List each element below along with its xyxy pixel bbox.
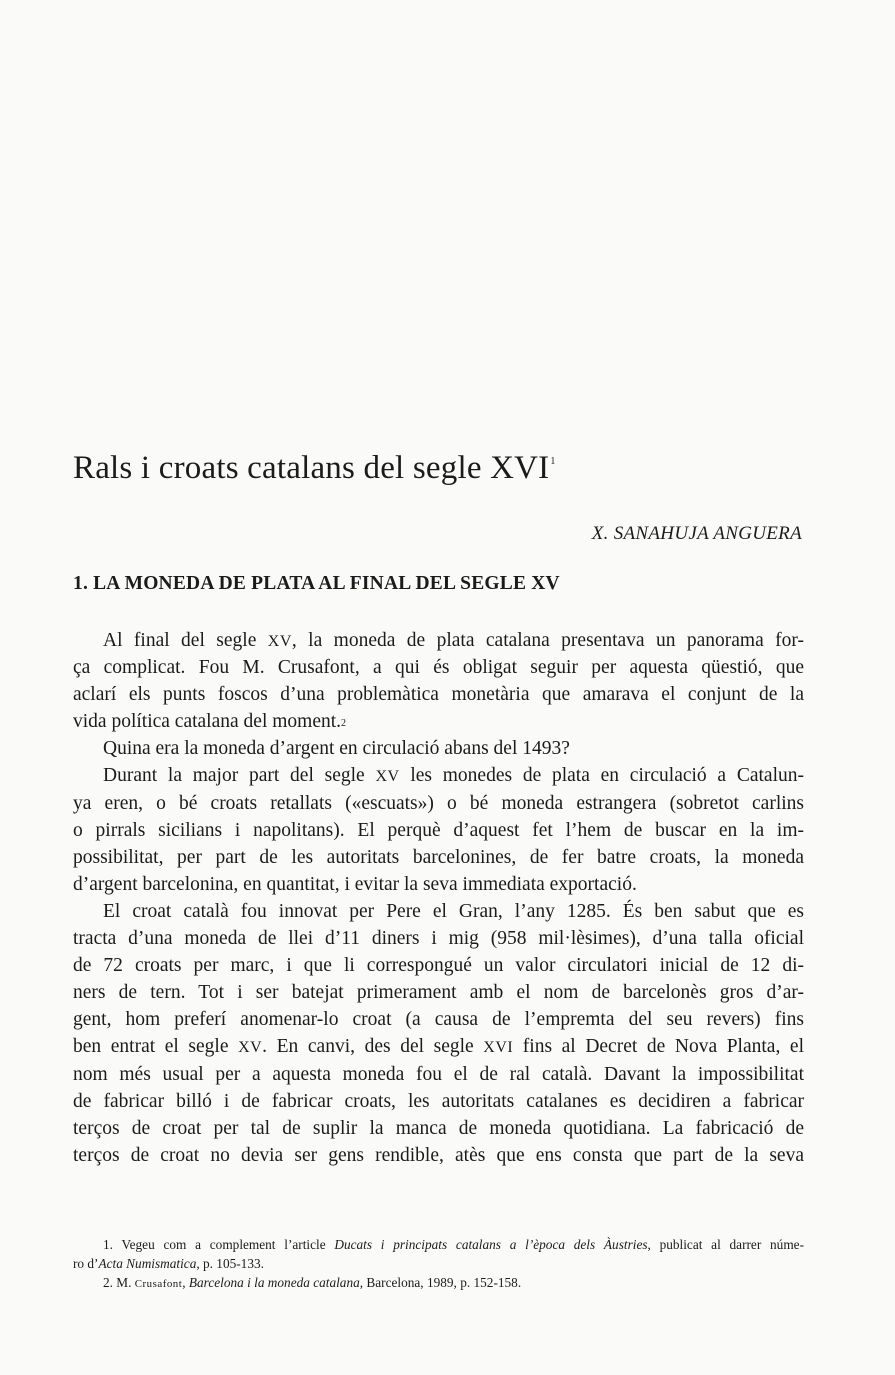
century-numeral: XV bbox=[238, 1039, 263, 1057]
author-surname: Crusafont bbox=[134, 1278, 183, 1290]
body-line bbox=[73, 627, 804, 654]
body-line bbox=[73, 735, 804, 762]
body-text bbox=[73, 627, 804, 1169]
text-run: d’argent barcelonina, en quantitat, i evitar la seva immediata exportació. bbox=[73, 873, 637, 895]
text-run: nom més usual per a aquesta moneda fou el de ral català. Davant la impossibilitat bbox=[73, 1063, 804, 1085]
cited-title: Ducats i principats catalans a l’època dels Àustries bbox=[334, 1237, 648, 1252]
text-run: vida política catalana del moment. bbox=[73, 711, 342, 733]
body-line bbox=[73, 790, 804, 817]
text-run: de fabricar billó i de fabricar croats, les autoritats catalanes es decidiren a fabricar bbox=[73, 1090, 804, 1112]
body-line bbox=[73, 1115, 804, 1142]
footnotes bbox=[73, 1235, 804, 1292]
footnote-2-line bbox=[73, 1273, 804, 1292]
body-line bbox=[73, 871, 804, 898]
text-run: . En canvi, des del segle bbox=[262, 1036, 484, 1058]
body-line bbox=[73, 1006, 804, 1033]
body-line bbox=[73, 1033, 804, 1060]
journal-title: Acta Numismatica bbox=[98, 1256, 197, 1271]
century-numeral: XV bbox=[375, 768, 400, 786]
text-run: de 72 croats per marc, i que li correspongué un valor circulatori inicial de 12 di- bbox=[73, 955, 804, 977]
footnote-1-line bbox=[73, 1254, 804, 1273]
text-run: 2. M. bbox=[103, 1275, 135, 1290]
footnote-1-line bbox=[73, 1235, 804, 1254]
author-name: X. SANAHUJA ANGUERA bbox=[591, 523, 802, 544]
title-text: Rals i croats catalans del segle XVI bbox=[73, 450, 550, 486]
text-run: ça complicat. Fou M. Crusafont, a qui és obligat seguir per aquesta qüestió, que bbox=[73, 657, 804, 679]
text-run: les monedes de plata en circulació a Catalun- bbox=[399, 765, 804, 787]
text-run: ners de tern. Tot i ser batejat primerament amb el nom de barcelonès gros d’ar- bbox=[73, 982, 804, 1004]
text-run: fins al Decret de Nova Planta, el bbox=[513, 1036, 804, 1058]
text-run: o pirrals sicilians i napolitans). El perquè d’aquest fet l’hem de buscar en la im- bbox=[73, 819, 804, 841]
body-line bbox=[73, 1088, 804, 1115]
text-run: 1. Vegeu com a complement l’article bbox=[103, 1237, 335, 1252]
text-run: ya eren, o bé croats retallats («escuats») o bé moneda estrangera (sobretot carlins bbox=[73, 792, 804, 814]
text-run: gent, hom preferí anomenar-lo croat (a causa de l’empremta del seu revers) fins bbox=[73, 1009, 804, 1031]
body-line bbox=[73, 1142, 804, 1169]
text-run: aclarí els punts foscos d’una problemàtica monetària que amarava el conjunt de la bbox=[73, 684, 804, 706]
text-run: ro d’ bbox=[73, 1256, 99, 1271]
title-footnote-marker: 1 bbox=[550, 456, 556, 467]
body-line bbox=[73, 952, 804, 979]
body-line bbox=[73, 925, 804, 952]
body-line bbox=[73, 1061, 804, 1088]
body-line bbox=[73, 817, 804, 844]
body-line bbox=[73, 654, 804, 681]
text-run: ben entrat el segle bbox=[73, 1036, 239, 1058]
text-run: tracta d’una moneda de llei d’11 diners i mig (958 mil·lèsimes), d’una talla oficial bbox=[73, 928, 804, 950]
text-run: Al final del segle bbox=[103, 630, 268, 651]
text-run: terços de croat per tal de suplir la manca de moneda quotidiana. La fabricació de bbox=[73, 1117, 804, 1139]
text-run: , la moneda de plata catalana presentava un panorama for- bbox=[291, 630, 804, 651]
footnote-marker: 2 bbox=[341, 718, 347, 730]
body-line bbox=[73, 762, 804, 789]
body-line bbox=[73, 844, 804, 871]
text-run: , p. 105-133. bbox=[196, 1256, 264, 1271]
text-run: possibilitat, per part de les autoritats barcelonines, de fer batre croats, la moneda bbox=[73, 846, 804, 868]
text-run: El croat català fou innovat per Pere el Gran, l’any 1285. És ben sabut que es bbox=[103, 900, 804, 922]
text-run: terços de croat no devia ser gens rendible, atès que ens consta que part de la seva bbox=[73, 1144, 804, 1166]
body-line bbox=[73, 898, 804, 925]
text-run: Quina era la moneda d’argent en circulació abans del 1493? bbox=[103, 738, 570, 760]
text-run: , bbox=[182, 1275, 189, 1290]
cited-title: Barcelona i la moneda catalana bbox=[188, 1275, 360, 1290]
body-line bbox=[73, 708, 804, 735]
century-numeral: XV bbox=[267, 633, 292, 650]
section-heading: 1. LA MONEDA DE PLATA AL FINAL DEL SEGLE XV bbox=[73, 573, 560, 594]
text-run: Durant la major part del segle bbox=[103, 765, 376, 787]
text-run: , Barcelona, 1989, p. 152-158. bbox=[359, 1275, 522, 1290]
century-numeral: XVI bbox=[483, 1039, 514, 1057]
body-line bbox=[73, 979, 804, 1006]
body-line bbox=[73, 681, 804, 708]
text-run: , publicat al darrer núme- bbox=[647, 1237, 804, 1252]
article-title bbox=[73, 450, 556, 487]
